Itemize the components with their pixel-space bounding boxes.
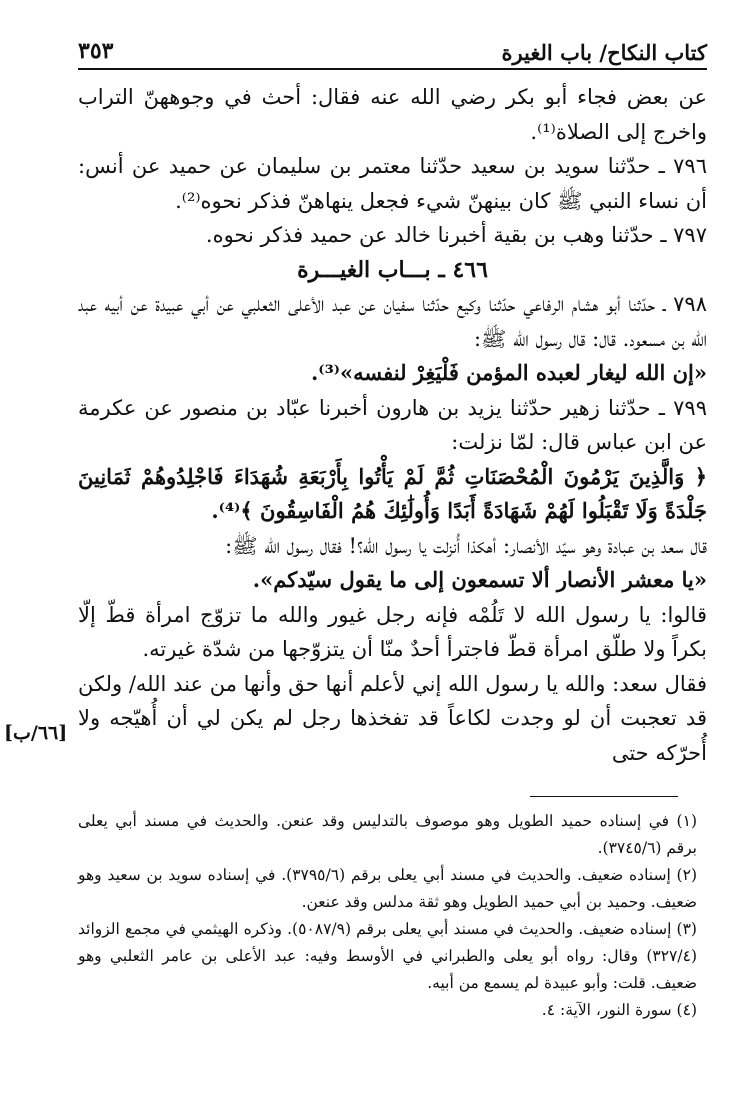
hadith-799: ٧٩٩ ـ حدّثنا زهير حدّثنا يزيد بن هارون أخبرنا عبّاد بن منصور عن عكرمة عن ابن عباس قال: لمّا نزلت: bbox=[78, 395, 707, 454]
footnotes bbox=[78, 808, 697, 1024]
prophetic-saying: «إن الله ليغار لعبده المؤمن فَلْيَغِرْ لنفسه»⁽³⁾. bbox=[310, 360, 707, 385]
footnote: (٣) إسناده ضعيف. والحديث في مسند أبي يعلى برقم (٥٠٨٧/٩). وذكره الهيثمي في مجمع الزوائد (٣٢٧/٤) وقال: رواه أبو يعلى والطبراني في الأوسط وفيه: عبد الأعلى بن عامر الثعلبي وهو ضعيف. قلت: وأبو عبيدة لم يسمع من أبيه. bbox=[78, 920, 697, 992]
manuscript-folio-marker: [٦٦/ب] bbox=[4, 722, 68, 744]
running-header bbox=[78, 34, 707, 70]
paragraph: فقال سعد: والله يا رسول الله إني لأعلم أنها حق وأنها من عند الله/ ولكن قد تعجبت أن لو وجدت لكاعاً قد تفخذها رجل لم يكن لي أن أُهيّجه ولا أُحرّكه حتى bbox=[78, 671, 707, 765]
paragraph: عن بعض فجاء أبو بكر رضي الله عنه فقال: أحث في وجوههنّ التراب واخرج إلى الصلاة⁽¹⁾. bbox=[78, 85, 707, 144]
hadith-797: ٧٩٧ ـ حدّثنا وهب بن بقية أخبرنا خالد عن حميد فذكر نحوه. bbox=[205, 223, 707, 247]
footnote-separator bbox=[530, 796, 678, 797]
footnote: (١) في إسناده حميد الطويل وهو موصوف بالتدليس وقد عنعن. والحديث في مسند أبي يعلى برقم (٣٧٤٥/٦). bbox=[78, 812, 697, 857]
paragraph: قال سعد بن عبادة وهو سيّد الأنصار: أهكذا أُنزلت يا رسول الله؟! فقال رسول الله ﷺ: bbox=[225, 533, 707, 558]
main-text bbox=[78, 80, 707, 770]
footnote: (٤) سورة النور، الآية: ٤. bbox=[541, 1001, 697, 1019]
hadith-796: ٧٩٦ ـ حدّثنا سويد بن سعيد حدّثنا معتمر بن سليمان عن حميد عن أنس: أن نساء النبي ﷺ كان بينهنّ شيء فجعل ينهاهنّ فذكر نحوه⁽²⁾. bbox=[78, 154, 707, 213]
chapter-title: كتاب النكاح/ باب الغيرة bbox=[501, 40, 707, 65]
quran-verse: ﴿ وَالَّذِينَ يَرْمُونَ الْمُحْصَنَاتِ ثُمَّ لَمْ يَأْتُوا بِأَرْبَعَةِ شُهَدَاءَ فَاجْلِدُوهُمْ ثَمَانِينَ جَلْدَةً وَلَا تَقْبَلُوا لَهُمْ شَهَادَةً أَبَدًا وَأُولَٰئِكَ هُمُ الْفَاسِقُونَ ﴾⁽⁴⁾. bbox=[78, 463, 707, 523]
paragraph: قالوا: يا رسول الله لا تَلُمْه فإنه رجل غيور والله ما تزوّج امرأة قطّ إلّا بكراً ولا طلّق امرأة قطّ فاجترأ أحدٌ منّا أن يتزوّجها من شدّة غيرته. bbox=[78, 602, 707, 661]
footnote: (٢) إسناده ضعيف. والحديث في مسند أبي يعلى برقم (٣٧٩٥/٦). في إسناده سويد بن سعيد وهو ضعيف. وحميد بن أبي حميد الطويل وهو ثقة مدلس وقد عنعن. bbox=[78, 866, 697, 911]
section-heading: ٤٦٦ ـ بـــاب الغيـــرة bbox=[297, 256, 488, 283]
prophetic-saying: «يا معشر الأنصار ألا تسمعون إلى ما يقول سيّدكم». bbox=[252, 567, 707, 592]
hadith-798: ٧٩٨ ـ حدّثنا أبو هشام الرفاعي حدّثنا وكيع حدّثنا سفيان عن عبد الأعلى الثعلبي عن أبي عبيدة عن أبيه عبد الله بن مسعود. قال: قال رسول الله ﷺ: bbox=[78, 292, 707, 351]
page-number: ٣٥٣ bbox=[78, 38, 114, 64]
